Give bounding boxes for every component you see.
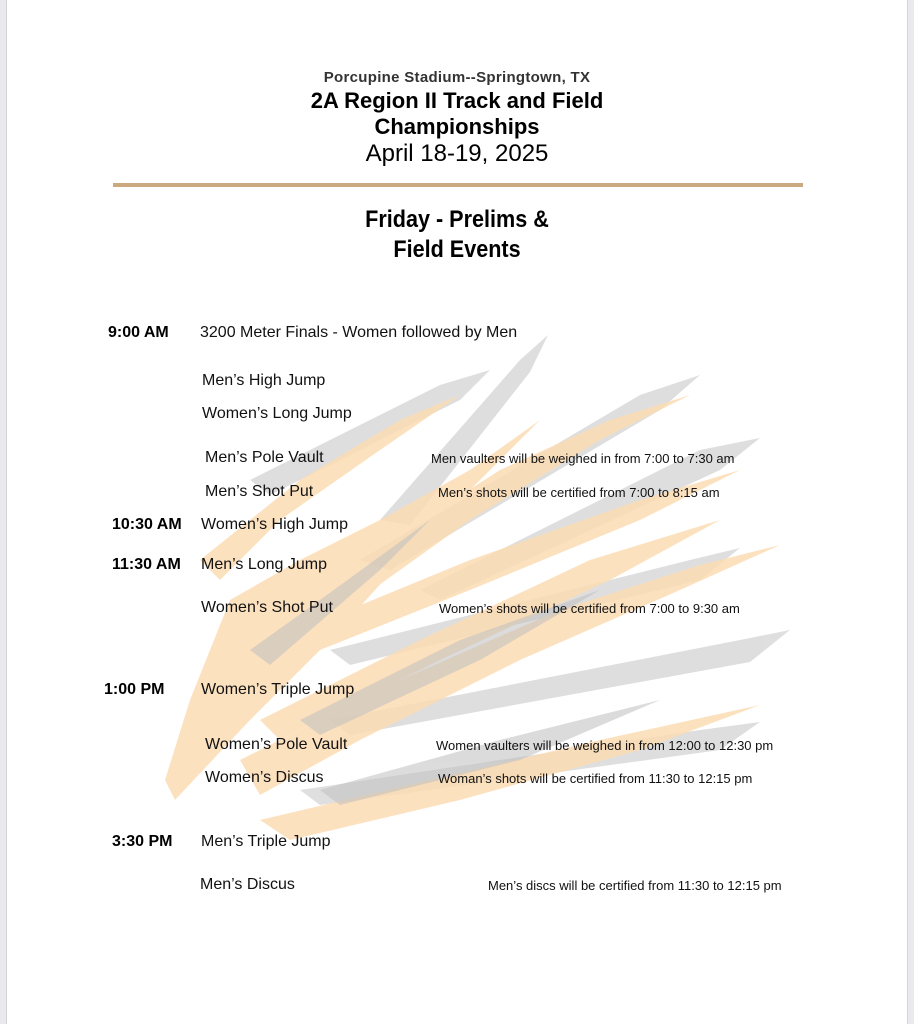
row-time: 10:30 AM xyxy=(112,516,182,533)
event-dates: April 18-19, 2025 xyxy=(365,140,549,167)
event-title-line-1: 2A Region II Track and Field xyxy=(310,88,604,113)
section-title-line-2: Field Events xyxy=(393,236,521,263)
row-event: Men’s Long Jump xyxy=(201,556,327,573)
row-time: 3:30 PM xyxy=(112,833,173,850)
row-event: 3200 Meter Finals - Women followed by Men xyxy=(200,324,518,341)
row-event: Women’s Discus xyxy=(205,769,324,786)
row-event: Men’s High Jump xyxy=(202,372,326,389)
event-title-line-2: Championships xyxy=(374,114,540,139)
row-note: Women’s shots will be certified from 7:00 to 9:30 am xyxy=(439,601,740,616)
row-event: Women’s Pole Vault xyxy=(205,736,348,753)
row-event: Men’s Triple Jump xyxy=(201,833,331,850)
row-note: Men’s discs will be certified from 11:30 to 12:15 pm xyxy=(488,878,782,893)
row-time: 1:00 PM xyxy=(104,681,165,698)
row-event: Women’s High Jump xyxy=(201,516,349,533)
row-note: Men’s shots will be certified from 7:00 to 8:15 am xyxy=(438,485,720,500)
row-event: Men’s Shot Put xyxy=(205,483,314,500)
row-time: 11:30 AM xyxy=(112,556,181,573)
row-event: Women’s Triple Jump xyxy=(201,681,355,698)
row-note: Women vaulters will be weighed in from 12:00 to 12:30 pm xyxy=(436,738,774,753)
header-divider xyxy=(113,183,803,187)
row-note: Woman’s shots will be certified from 11:30 to 12:15 pm xyxy=(438,771,753,786)
row-event: Men’s Pole Vault xyxy=(205,449,324,466)
section-title-line-1: Friday - Prelims & xyxy=(365,206,549,233)
row-time: 9:00 AM xyxy=(108,324,169,341)
row-event: Men’s Discus xyxy=(200,876,295,893)
row-event: Women’s Shot Put xyxy=(201,599,333,616)
row-note: Men vaulters will be weighed in from 7:00 to 7:30 am xyxy=(431,451,735,466)
venue-line: Porcupine Stadium--Springtown, TX xyxy=(323,69,591,86)
row-event: Women’s Long Jump xyxy=(202,405,352,422)
